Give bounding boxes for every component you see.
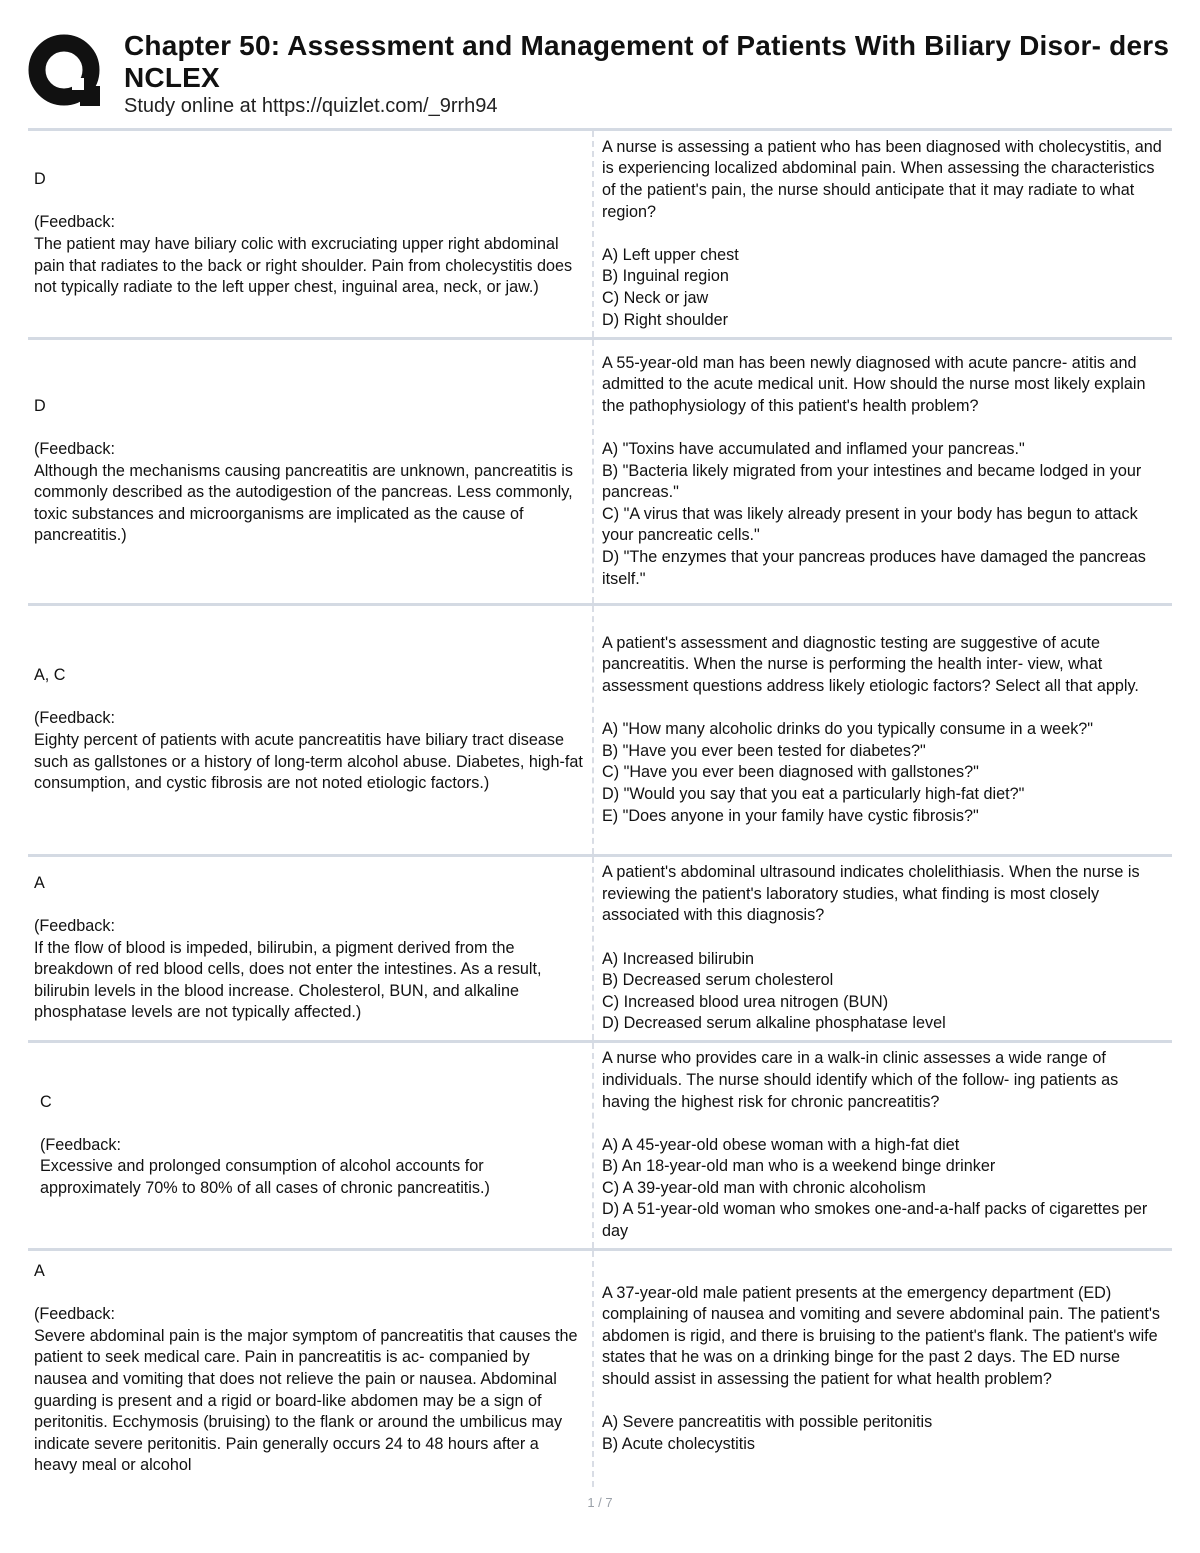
feedback-text: The patient may have biliary colic with excruciating upper right abdominal pain that radiates to the back or right shoulder. Pain from cholecystitis does not typically radiate to the left upper chest, inguinal area, neck, or jaw.) [34,235,577,297]
study-online-link[interactable]: Study online at https://quizlet.com/_9rrh94 [124,95,498,117]
question-cell [594,131,1172,337]
answer: A [34,1262,45,1281]
feedback-label: (Feedback: [40,1135,121,1154]
option: C) Increased blood urea nitrogen (BUN) [602,992,889,1011]
option: E) "Does anyone in your family have cystic fibrosis?" [602,806,979,825]
question-text: A patient's assessment and diagnostic testing are suggestive of acute pancreatitis. When the nurse is performing the health inter- view, what assessment questions address likely etiologic factors? Select all that apply. [602,633,1139,696]
option: D) Decreased serum alkaline phosphatase level [602,1014,946,1033]
page-header [28,30,1188,126]
question-cell [594,1251,1172,1487]
option: D) "Would you say that you eat a particularly high-fat diet?" [602,784,1025,803]
option: A) Severe pancreatitis with possible peritonitis [602,1413,933,1432]
option: C) A 39-year-old man with chronic alcoholism [602,1178,926,1197]
option: B) Acute cholecystitis [602,1434,755,1453]
flashcard-row [28,854,1172,1040]
feedback-text: Although the mechanisms causing pancreatitis are unknown, pancreatitis is commonly described as the autodigestion of the pancreas. Less commonly, toxic substances and microorganisms are implicated as the cause of pancreatitis.) [34,461,578,545]
question-cell [594,1043,1172,1248]
feedback-text: Severe abdominal pain is the major symptom of pancreatitis that causes the patient to seek medical care. Pain in pancreatitis is ac- companied by nausea and vomiting that does not relieve the pain or nausea. Abdominal guarding is present and a rigid or board-like abdomen may be a sign of peritonitis. Ecchymosis (bruising) to the flank or around the umbilicus may indicate severe peritonitis. Pain generally occurs 24 to 48 hours after a heavy meal or alcohol [34,1326,582,1475]
option: B) An 18-year-old man who is a weekend binge drinker [602,1157,996,1176]
option: B) "Bacteria likely migrated from your intestines and became lodged in your pancreas." [602,461,1146,502]
question-text: A 55-year-old man has been newly diagnosed with acute pancre- atitis and admitted to the acute medical unit. How should the nurse most likely explain the pathophysiology of this patient's health problem? [602,353,1150,415]
answer-cell [28,857,594,1040]
option: A) A 45-year-old obese woman with a high-fat diet [602,1135,960,1154]
option: A) Increased bilirubin [602,949,755,968]
question-text: A patient's abdominal ultrasound indicates cholelithiasis. When the nurse is reviewing the patient's laboratory studies, what finding is most closely associated with this diagnosis? [602,863,1145,925]
flashcard-list [28,128,1172,1487]
flashcard-row [28,128,1172,337]
feedback-text: Eighty percent of patients with acute pancreatitis have biliary tract disease such as gallstones or a history of long-term alcohol abuse. Diabetes, high-fat consumption, and cystic fibrosis are not noted etiologic factors.) [34,731,588,793]
answer: A, C [34,666,66,685]
feedback-label: (Feedback: [34,709,115,728]
answer-cell [28,1043,594,1248]
option: C) Neck or jaw [602,288,709,307]
option: B) "Have you ever been tested for diabetes?" [602,741,926,760]
quizlet-q-logo-icon [28,34,104,110]
flashcard-row [28,1248,1172,1487]
answer-cell [28,606,594,854]
flashcard-row [28,337,1172,603]
feedback-label: (Feedback: [34,213,115,232]
question-cell [594,606,1172,854]
option: D) A 51-year-old woman who smokes one-and-a-half packs of cigarettes per day [602,1200,1152,1241]
feedback-label: (Feedback: [34,917,115,936]
option: C) "Have you ever been diagnosed with gallstones?" [602,763,979,782]
page-number: 1 / 7 [587,1495,613,1510]
flashcard-row [28,603,1172,854]
question-cell [594,340,1172,603]
option: D) "The enzymes that your pancreas produces have damaged the pancreas itself." [602,548,1151,588]
option: B) Decreased serum cholesterol [602,971,834,990]
answer: A [34,873,45,892]
option: C) "A virus that was likely already present in your body has begun to attack your pancreatic cells." [602,504,1143,545]
option: B) Inguinal region [602,267,729,286]
question-text: A nurse who provides care in a walk-in clinic assesses a wide range of individuals. The nurse should identify which of the follow- ing patients as having the highest risk for chronic pancreatitis? [602,1049,1123,1111]
flashcard-row [28,1040,1172,1248]
question-text: A 37-year-old male patient presents at the emergency department (ED) complaining of nausea and vomiting and severe abdominal pain. The patient's abdomen is rigid, and there is bruising to the patient's flank. The patient's wife states that he was on a drinking binge for the past 2 days. The ED nurse should assist in assessing the patient for what health problem? [602,1283,1165,1388]
answer-cell [28,340,594,603]
feedback-text: If the flow of blood is impeded, bilirubin, a pigment derived from the breakdown of red blood cells, does not enter the intestines. As a result, bilirubin levels in the blood increase. Cholesterol, BUN, and alkaline phosphatase levels are not typically affected.) [34,938,547,1022]
feedback-label: (Feedback: [34,440,115,459]
option: D) Right shoulder [602,310,728,329]
answer: C [40,1092,52,1111]
answer: D [34,396,46,415]
option: A) "How many alcoholic drinks do you typically consume in a week?" [602,720,1094,739]
feedback-label: (Feedback: [34,1305,115,1324]
answer-cell [28,131,594,337]
answer: D [34,170,46,189]
answer-cell [28,1251,594,1487]
question-cell [594,857,1172,1040]
page-title: Chapter 50: Assessment and Management of Patients With Biliary Disor- ders NCLEX [124,30,1170,93]
feedback-text: Excessive and prolonged consumption of alcohol accounts for approximately 70% to 80% of all cases of chronic pancreatitis.) [40,1157,490,1197]
option: A) "Toxins have accumulated and inflamed your pancreas." [602,440,1025,459]
question-text: A nurse is assessing a patient who has been diagnosed with cholecystitis, and is experiencing localized abdominal pain. When assessing the characteristics of the patient's pain, the nurse should anticipate that it may radiate to what region? [602,137,1167,221]
option: A) Left upper chest [602,245,739,264]
